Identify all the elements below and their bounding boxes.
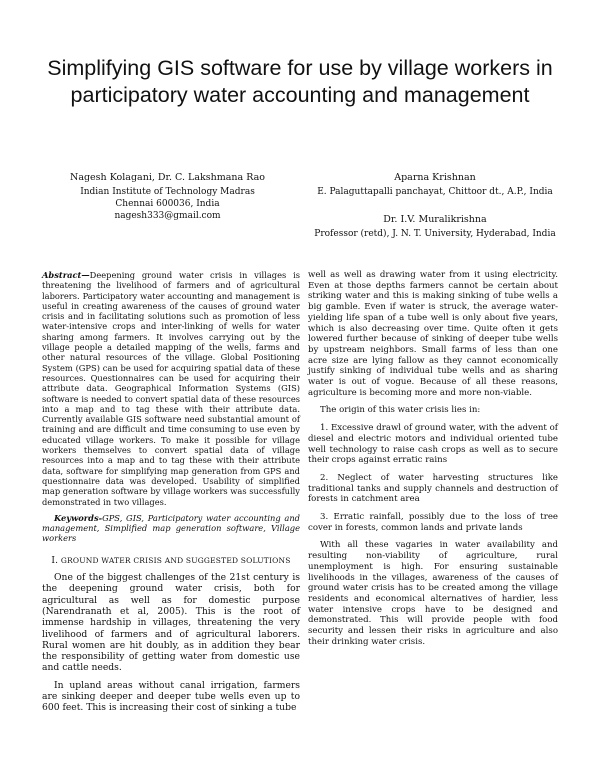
paper-title: Simplifying GIS software for use by village workers in participatory water accounting and management: [47, 56, 553, 107]
author-affiliation: Indian Institute of Technology Madras: [80, 187, 255, 197]
keywords-label: Keywords-: [54, 512, 103, 523]
paragraph: One of the biggest challenges of the 21st century is the deepening ground water crisis, both for agricultural as well as for domestic purpose (Narendranath et al, 2005). This is the root of immense hardship in villages, threatening the very livelihood of farmers and of agricultural laborers. Rural women are hit doubly, as in addition they bear the responsibility of getting water from domestic use and cattle needs.: [42, 572, 300, 674]
abstract-label: Abstract—: [42, 270, 90, 280]
keywords-text: GPS, GIS, Participatory water accounting and management, Simplified map generation software, Village workers: [42, 512, 300, 544]
paragraph: With all these vagaries in water availability and resulting non-viability of agriculture, rural unemployment is high. For ensuring sustainable livelihoods in the villages, awareness of the causes of ground water crisis has to be created among the village residents and economical alternatives of hardier, less water intensive crops have to be designed and demonstrated. This will provide people with food security and lessen their risks in agriculture and also their drinking water crisis.: [308, 540, 558, 647]
author-name: Nagesh Kolagani, Dr. C. Lakshmana Rao: [70, 172, 265, 183]
section-heading: [42, 556, 300, 566]
left-column: [42, 270, 300, 720]
author-block-krishnan: [300, 172, 570, 198]
author-block-kolagani: [55, 172, 280, 222]
author-address: Chennai 600036, India: [115, 199, 220, 209]
author-affiliation: Professor (retd), J. N. T. University, Hyderabad, India: [314, 229, 556, 239]
author-name: Aparna Krishnan: [394, 172, 476, 183]
author-block-muralikrishna: [300, 214, 570, 240]
keywords: [42, 513, 300, 544]
author-affiliation: E. Palaguttapalli panchayat, Chittoor dt., A.P., India: [317, 187, 553, 197]
abstract-text: Deepening ground water crisis in villages is threatening the livelihood of farmers and of agricultural laborers. Participatory water accounting and management is useful in creating awareness of the causes of ground water crisis and in facilitating solutions such as promotion of less water-intensive crops and inter-linking of wells for water sharing among farmers. It involves carrying out by the village people a detailed mapping of the wells, farms and other natural resources of the village. Global Positioning System (GPS) can be used for acquiring spatial data of these resources. Questionnaires can be used for acquiring their attribute data. Geographical Information Systems (GIS) software is needed to convert spatial data of these resources into a map and to tag these with their attribute data. Currently available GIS software need substantial amount of training and are difficult and time consuming to use even by educated village workers. To make it possible for village workers themselves to convert spatial data of village resources into a map and to tag these with their attribute data, software for simplifying map generation from GPS and questionnaire data was developed. Usability of simplified map generation software by village workers was successfully demonstrated in two villages.: [42, 270, 300, 507]
abstract: [42, 270, 300, 507]
list-item: 3. Erratic rainfall, possibly due to the loss of tree cover in forests, common lands and private lands: [308, 512, 558, 533]
paragraph: The origin of this water crisis lies in:: [320, 405, 481, 416]
right-column: [308, 270, 558, 655]
author-name: Dr. I.V. Muralikrishna: [383, 214, 487, 225]
section-title: GROUND WATER CRISIS AND SUGGESTED SOLUTIONS: [60, 555, 291, 565]
section-numeral: I.: [51, 555, 59, 566]
author-email: nagesh333@gmail.com: [114, 211, 221, 221]
list-item: 1. Excessive drawl of ground water, with the advent of diesel and electric motors and individual oriented tube well technology to raise cash crops as well as to secure their crops against erratic rains: [308, 423, 558, 466]
paragraph: In upland areas without canal irrigation, farmers are sinking deeper and deeper tube wells even up to 600 feet. This is increasing their cost of sinking a tube: [42, 679, 300, 714]
paragraph: well as well as drawing water from it using electricity. Even at those depths farmers cannot be certain about striking water and this is making sinking of tube wells a big gamble. Even if water is struck, the average water-yielding life span of a tube well is only about five years, which is also decreasing over time. Quite often it gets lowered further because of sinking of deeper tube wells by upstream neighbors. Small farms of less than one acre size are lying fallow as they cannot economically justify sinking of individual tube wells and as sharing water is out of vogue. Because of all these reasons, agriculture is becoming more and more non-viable.: [308, 270, 558, 398]
list-item: 2. Neglect of water harvesting structures like traditional tanks and supply channels and destruction of forests in catchment area: [308, 472, 558, 505]
